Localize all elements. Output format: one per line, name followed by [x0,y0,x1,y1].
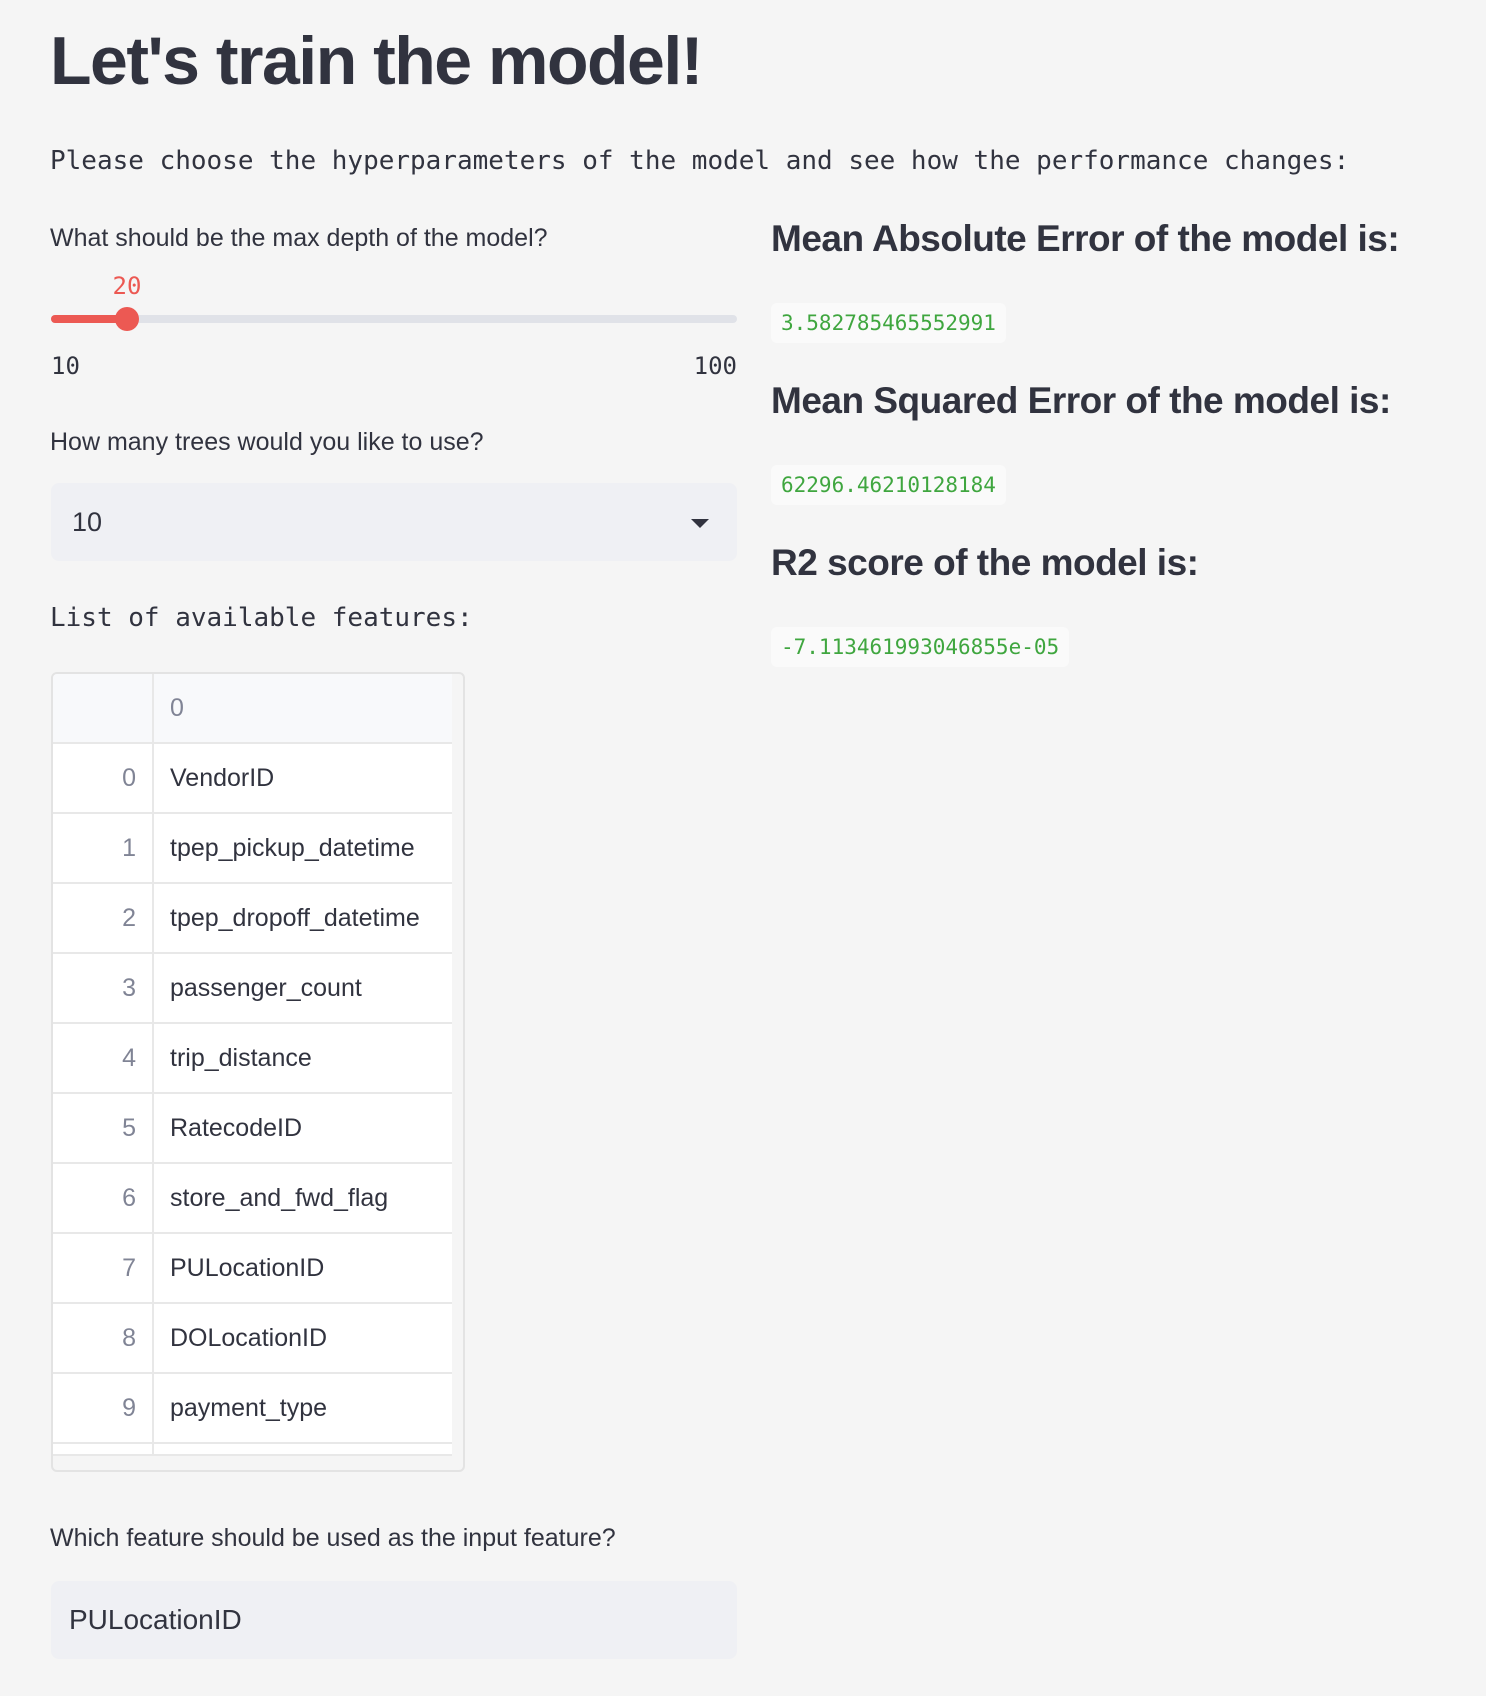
slider-max: 100 [693,352,737,380]
mae-value: 3.582785465552991 [771,303,1006,343]
table-row [53,1164,452,1234]
feature-name: RatecodeID [170,1114,303,1142]
row-index [53,1444,154,1454]
mae-heading: Mean Absolute Error of the model is: [771,218,1400,259]
feature-name: trip_distance [170,1044,312,1072]
feature-name: tpep_dropoff_datetime [170,904,420,932]
slider-track[interactable] [51,315,737,323]
feature-name: store_and_fwd_flag [170,1184,389,1212]
input-feature-field[interactable] [51,1581,737,1659]
table-row-partial [53,1444,452,1456]
column-header: 0 [170,694,184,722]
table-row [53,1094,452,1164]
row-index: 7 [53,1234,154,1302]
trees-selected-value: 10 [72,507,103,537]
table-row [53,954,452,1024]
input-feature-label: Which feature should be used as the input feature? [50,1524,616,1552]
table-header [53,674,452,744]
feature-name: tpep_pickup_datetime [170,834,415,862]
row-index: 6 [53,1164,154,1232]
intro-text: Please choose the hyperparameters of the model and see how the performance changes: [50,146,1350,176]
feature-name: DOLocationID [170,1324,328,1352]
feature-name: PULocationID [170,1254,325,1282]
table-row [53,1234,452,1304]
row-index: 1 [53,814,154,882]
feature-name: passenger_count [170,974,362,1002]
row-index: 9 [53,1374,154,1442]
features-table[interactable] [51,672,465,1472]
feature-name: payment_type [170,1394,328,1422]
row-index: 2 [53,884,154,952]
trees-select[interactable] [51,483,737,561]
page-title: Let's train the model! [50,23,702,99]
table-row [53,1304,452,1374]
row-index: 3 [53,954,154,1022]
r2-value: -7.113461993046855e-05 [771,627,1069,667]
trees-label: How many trees would you like to use? [50,428,484,456]
row-index: 5 [53,1094,154,1162]
table-row [53,1024,452,1094]
chevron-down-icon [691,519,709,528]
slider-thumb[interactable] [115,307,139,331]
table-row [53,744,452,814]
table-row [53,884,452,954]
table-row [53,1374,452,1444]
row-index: 8 [53,1304,154,1372]
feature-name: VendorID [170,764,275,792]
slider-min: 10 [51,352,80,380]
slider-value: 20 [112,272,142,300]
mse-heading: Mean Squared Error of the model is: [771,380,1391,421]
row-index: 0 [53,744,154,812]
mse-value: 62296.46210128184 [771,465,1006,505]
row-index: 4 [53,1024,154,1092]
index-header [53,674,154,742]
r2-heading: R2 score of the model is: [771,542,1199,583]
max-depth-label: What should be the max depth of the model? [50,224,548,252]
table-row [53,814,452,884]
features-label: List of available features: [50,603,473,633]
